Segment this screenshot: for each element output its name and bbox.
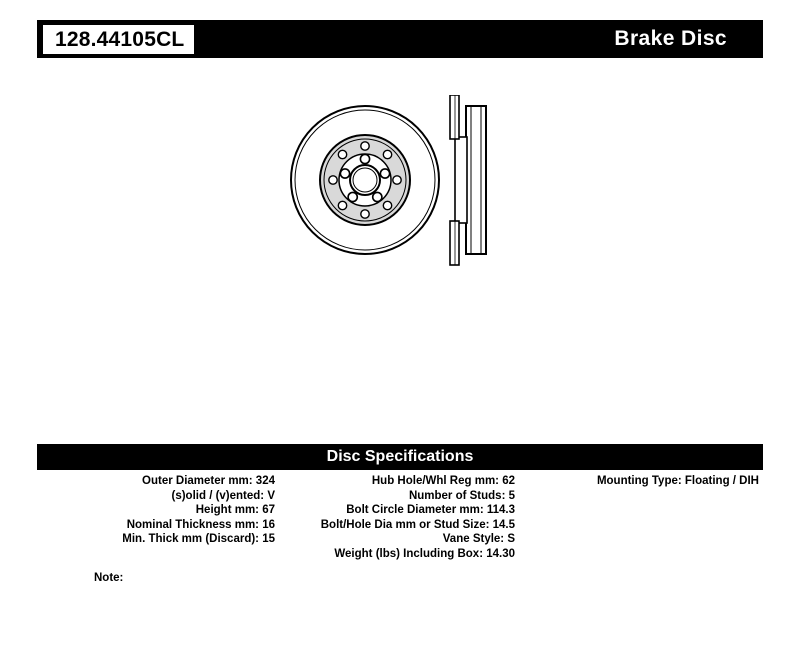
spec-line: Min. Thick mm (Discard): 15 [122, 533, 275, 546]
spec-line: Bolt Circle Diameter mm: 114.3 [346, 504, 515, 517]
spec-line: (s)olid / (v)ented: V [171, 489, 275, 502]
part-number: 128.44105CL [43, 25, 194, 54]
spec-line: Vane Style: S [442, 533, 515, 546]
spec-column-left [37, 474, 279, 574]
note-label: Note: [94, 572, 124, 584]
spec-columns [37, 474, 763, 574]
spec-line: Height mm: 67 [195, 504, 275, 517]
spec-column-right [521, 474, 763, 574]
rotor-drawing [270, 95, 550, 275]
rotor-drawing-svg [270, 95, 550, 275]
header-bar [37, 20, 763, 58]
spec-line: Number of Studs: 5 [408, 489, 515, 502]
spec-line: Outer Diameter mm: 324 [142, 475, 275, 487]
spec-line: Nominal Thickness mm: 16 [126, 518, 275, 531]
spec-line: Bolt/Hole Dia mm or Stud Size: 14.5 [320, 518, 515, 531]
rotor-edge-view [450, 95, 486, 265]
page-title: Brake Disc [614, 27, 727, 50]
spec-column-middle [279, 474, 521, 574]
spec-section-title: Disc Specifications [37, 444, 763, 470]
rotor-face-view [291, 106, 439, 254]
part-number-container [37, 20, 194, 58]
spec-line: Hub Hole/Whl Reg mm: 62 [371, 475, 515, 487]
spec-line: Mounting Type: Floating / DIH [596, 475, 759, 487]
spec-line: Weight (lbs) Including Box: 14.30 [334, 547, 515, 560]
